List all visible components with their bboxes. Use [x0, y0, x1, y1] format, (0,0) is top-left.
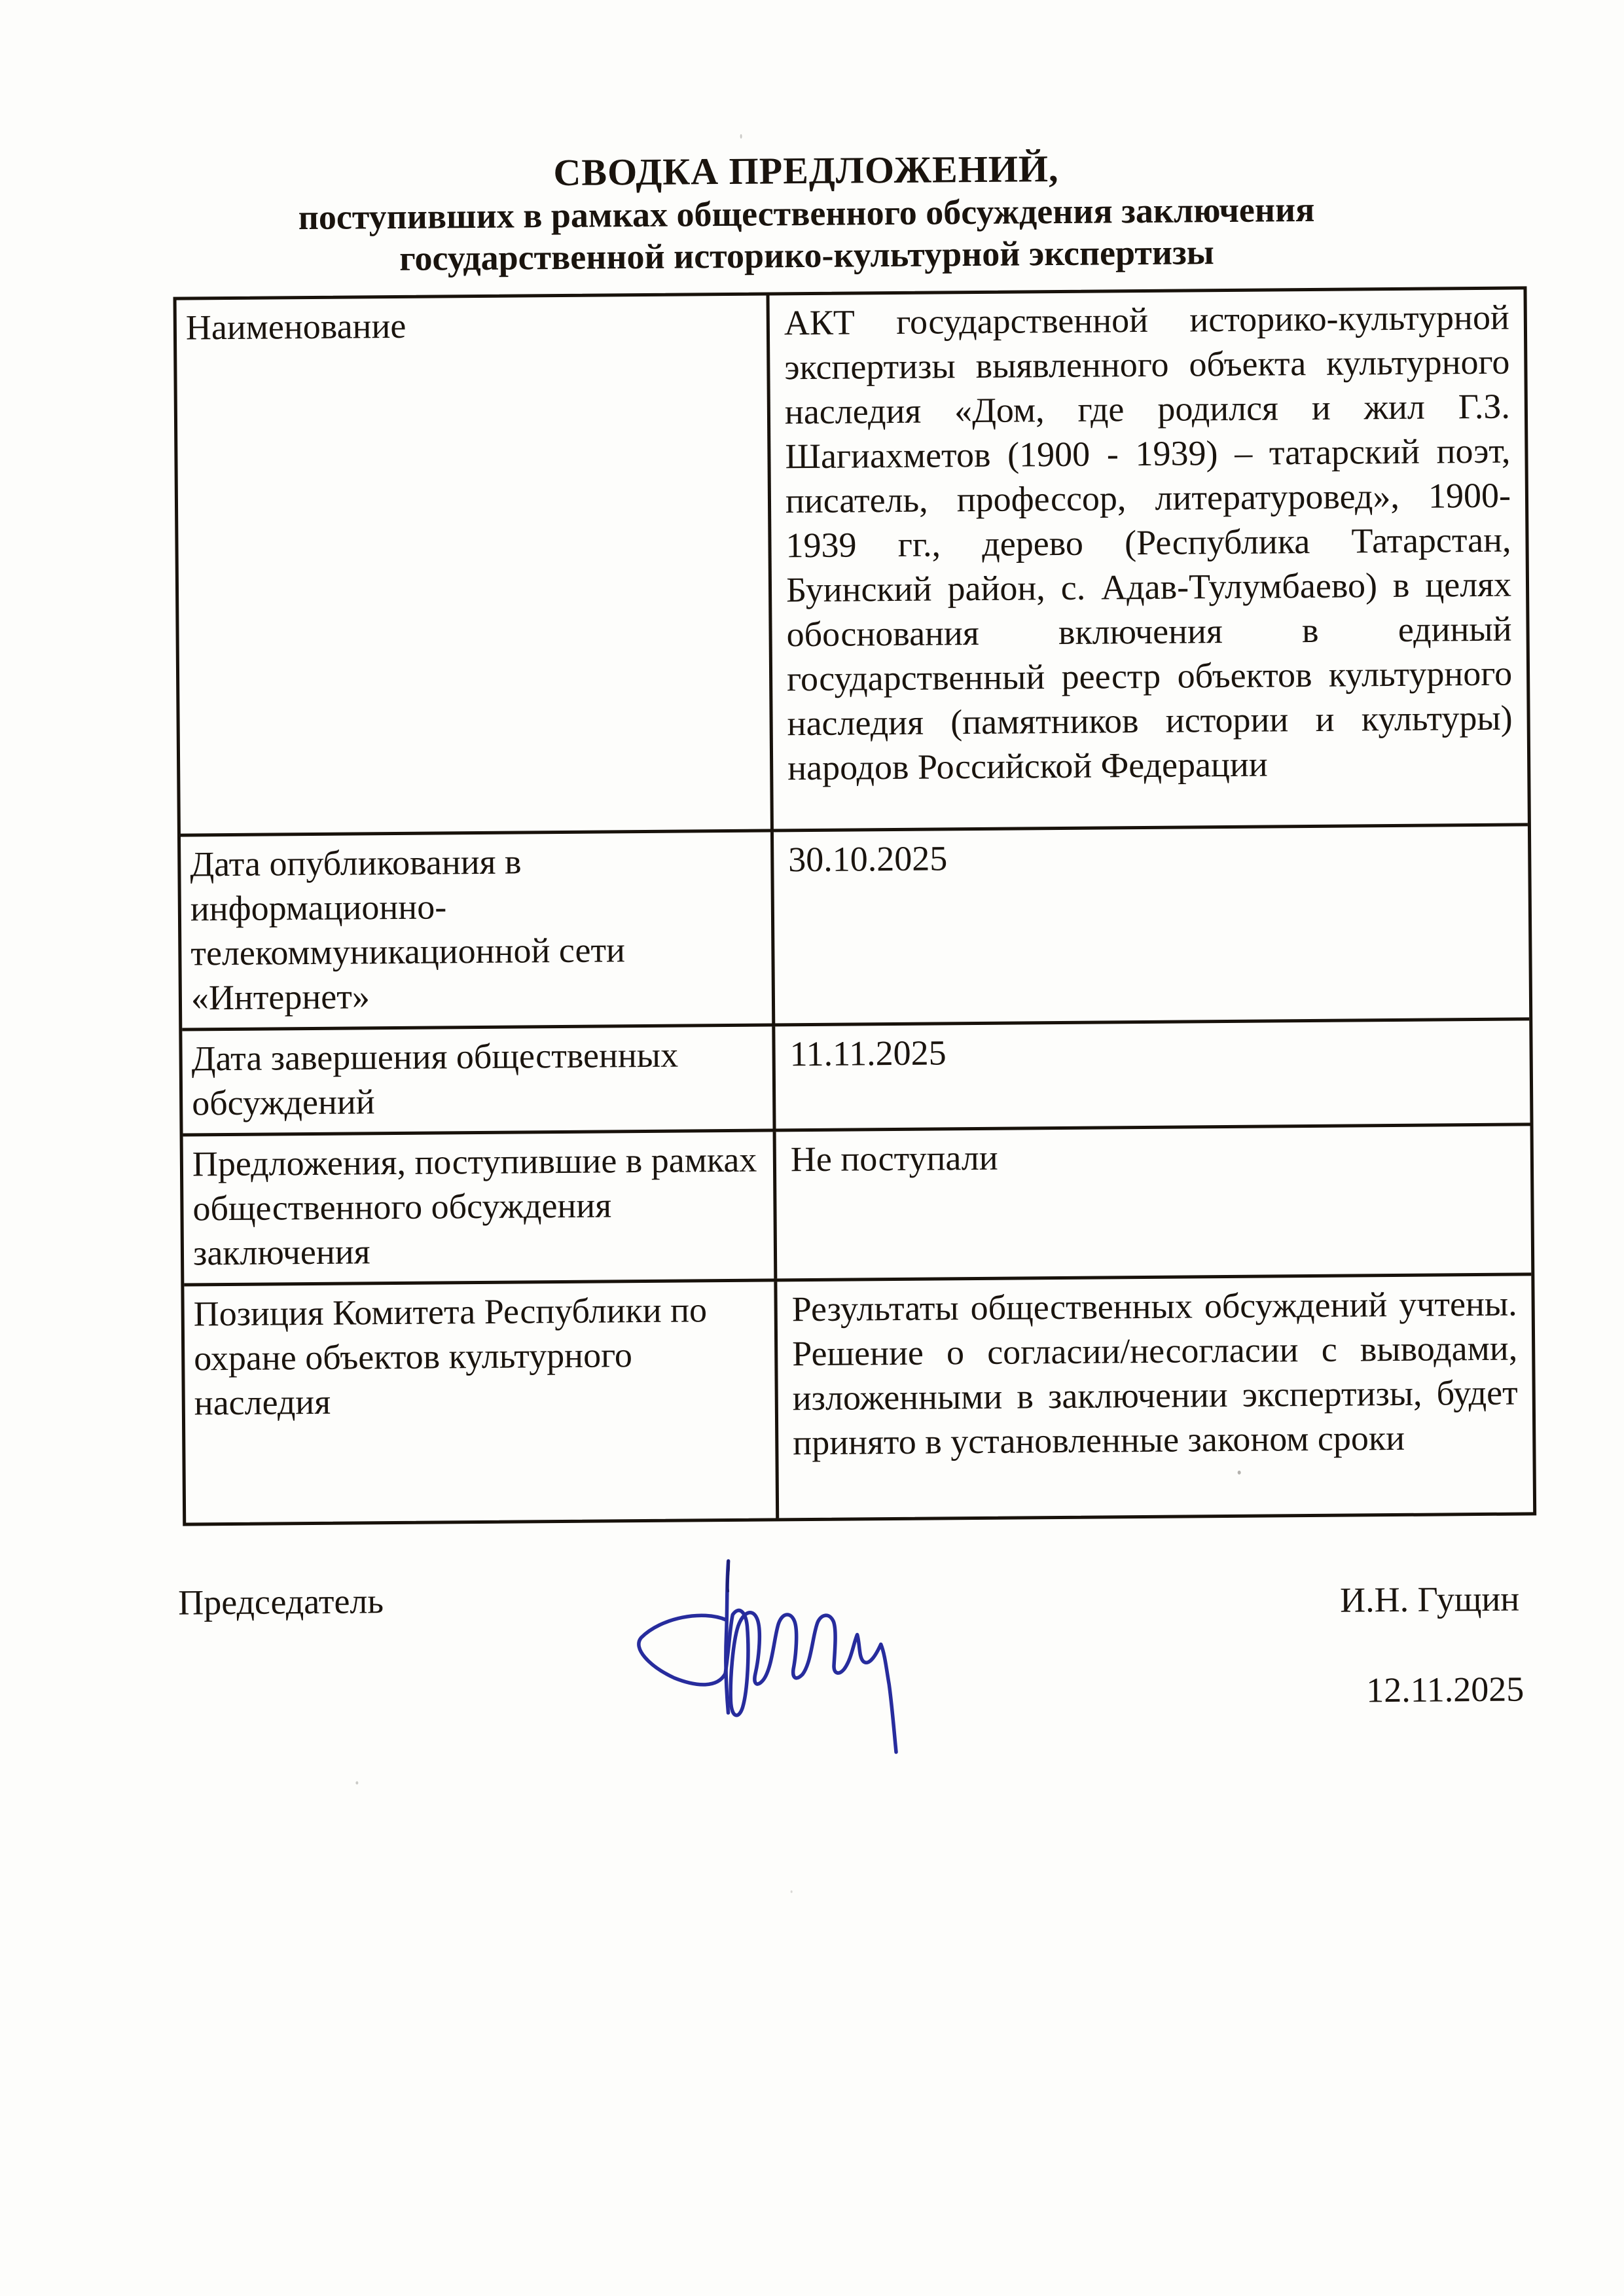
table-row-discussion-end-date — [182, 1017, 1530, 1133]
handwritten-signature-icon — [630, 1556, 926, 1768]
row-label: Позиция Комитета Республики по охране объектов культурного наследия — [193, 1290, 708, 1423]
row-label: Дата завершения общественных обсуждений — [191, 1035, 679, 1123]
scan-speck — [791, 1890, 793, 1893]
row-value: 11.11.2025 — [772, 1020, 1530, 1128]
row-value: Результаты общественных обсуждений учтены. Решение о согласии/несогласии с выводами, изложенными в заключении экспертизы, будет принято в установленные законом сроки — [774, 1276, 1533, 1518]
scan-speck — [355, 1781, 358, 1784]
row-label: Наименование — [185, 306, 406, 348]
row-label: Предложения, поступившие в рамках общественного обсуждения заключения — [192, 1139, 757, 1273]
table-row-name — [177, 289, 1528, 833]
row-value: АКТ государственной историко-культурной экспертизы выявленного объекта культурного наследия «Дом, где родился и жил Г.З. Шагиахметов (1900 - 1939) – татарский поэт, писатель, профессор, литературовед», 1900-1939 гг., дерево (Республика Татарстан, Буинский район, с. Адав-Тулумбаево) в целях обоснования включения в единый государственный реестр объектов культурного наследия (памятников истории и культуры) народов Российской Федерации — [767, 289, 1528, 829]
scan-speck — [740, 134, 742, 139]
table-row-committee-position — [184, 1272, 1533, 1522]
table-row-publication-date — [181, 823, 1529, 1028]
document-title-block — [0, 143, 1619, 282]
row-value: Не поступали — [773, 1126, 1532, 1278]
signature-date: 12.11.2025 — [1366, 1669, 1525, 1710]
document-subtitle-line-1: поступивших в рамках общественного обсуждения заключения — [298, 189, 1315, 238]
document-subtitle-line-2: государственной историко-культурной экспертизы — [399, 232, 1215, 278]
signer-name: И.Н. Гущин — [1339, 1579, 1520, 1620]
row-value: 30.10.2025 — [770, 826, 1529, 1023]
summary-table — [173, 286, 1537, 1526]
scan-speck — [1238, 1471, 1241, 1475]
document-title: СВОДКА ПРЕДЛОЖЕНИЙ, — [553, 147, 1059, 194]
signer-role-label: Председатель — [177, 1581, 384, 1623]
table-row-proposals-received — [183, 1122, 1532, 1283]
row-label: Дата опубликования в информационно-телекоммуникационной сети «Интернет» — [190, 842, 626, 1018]
